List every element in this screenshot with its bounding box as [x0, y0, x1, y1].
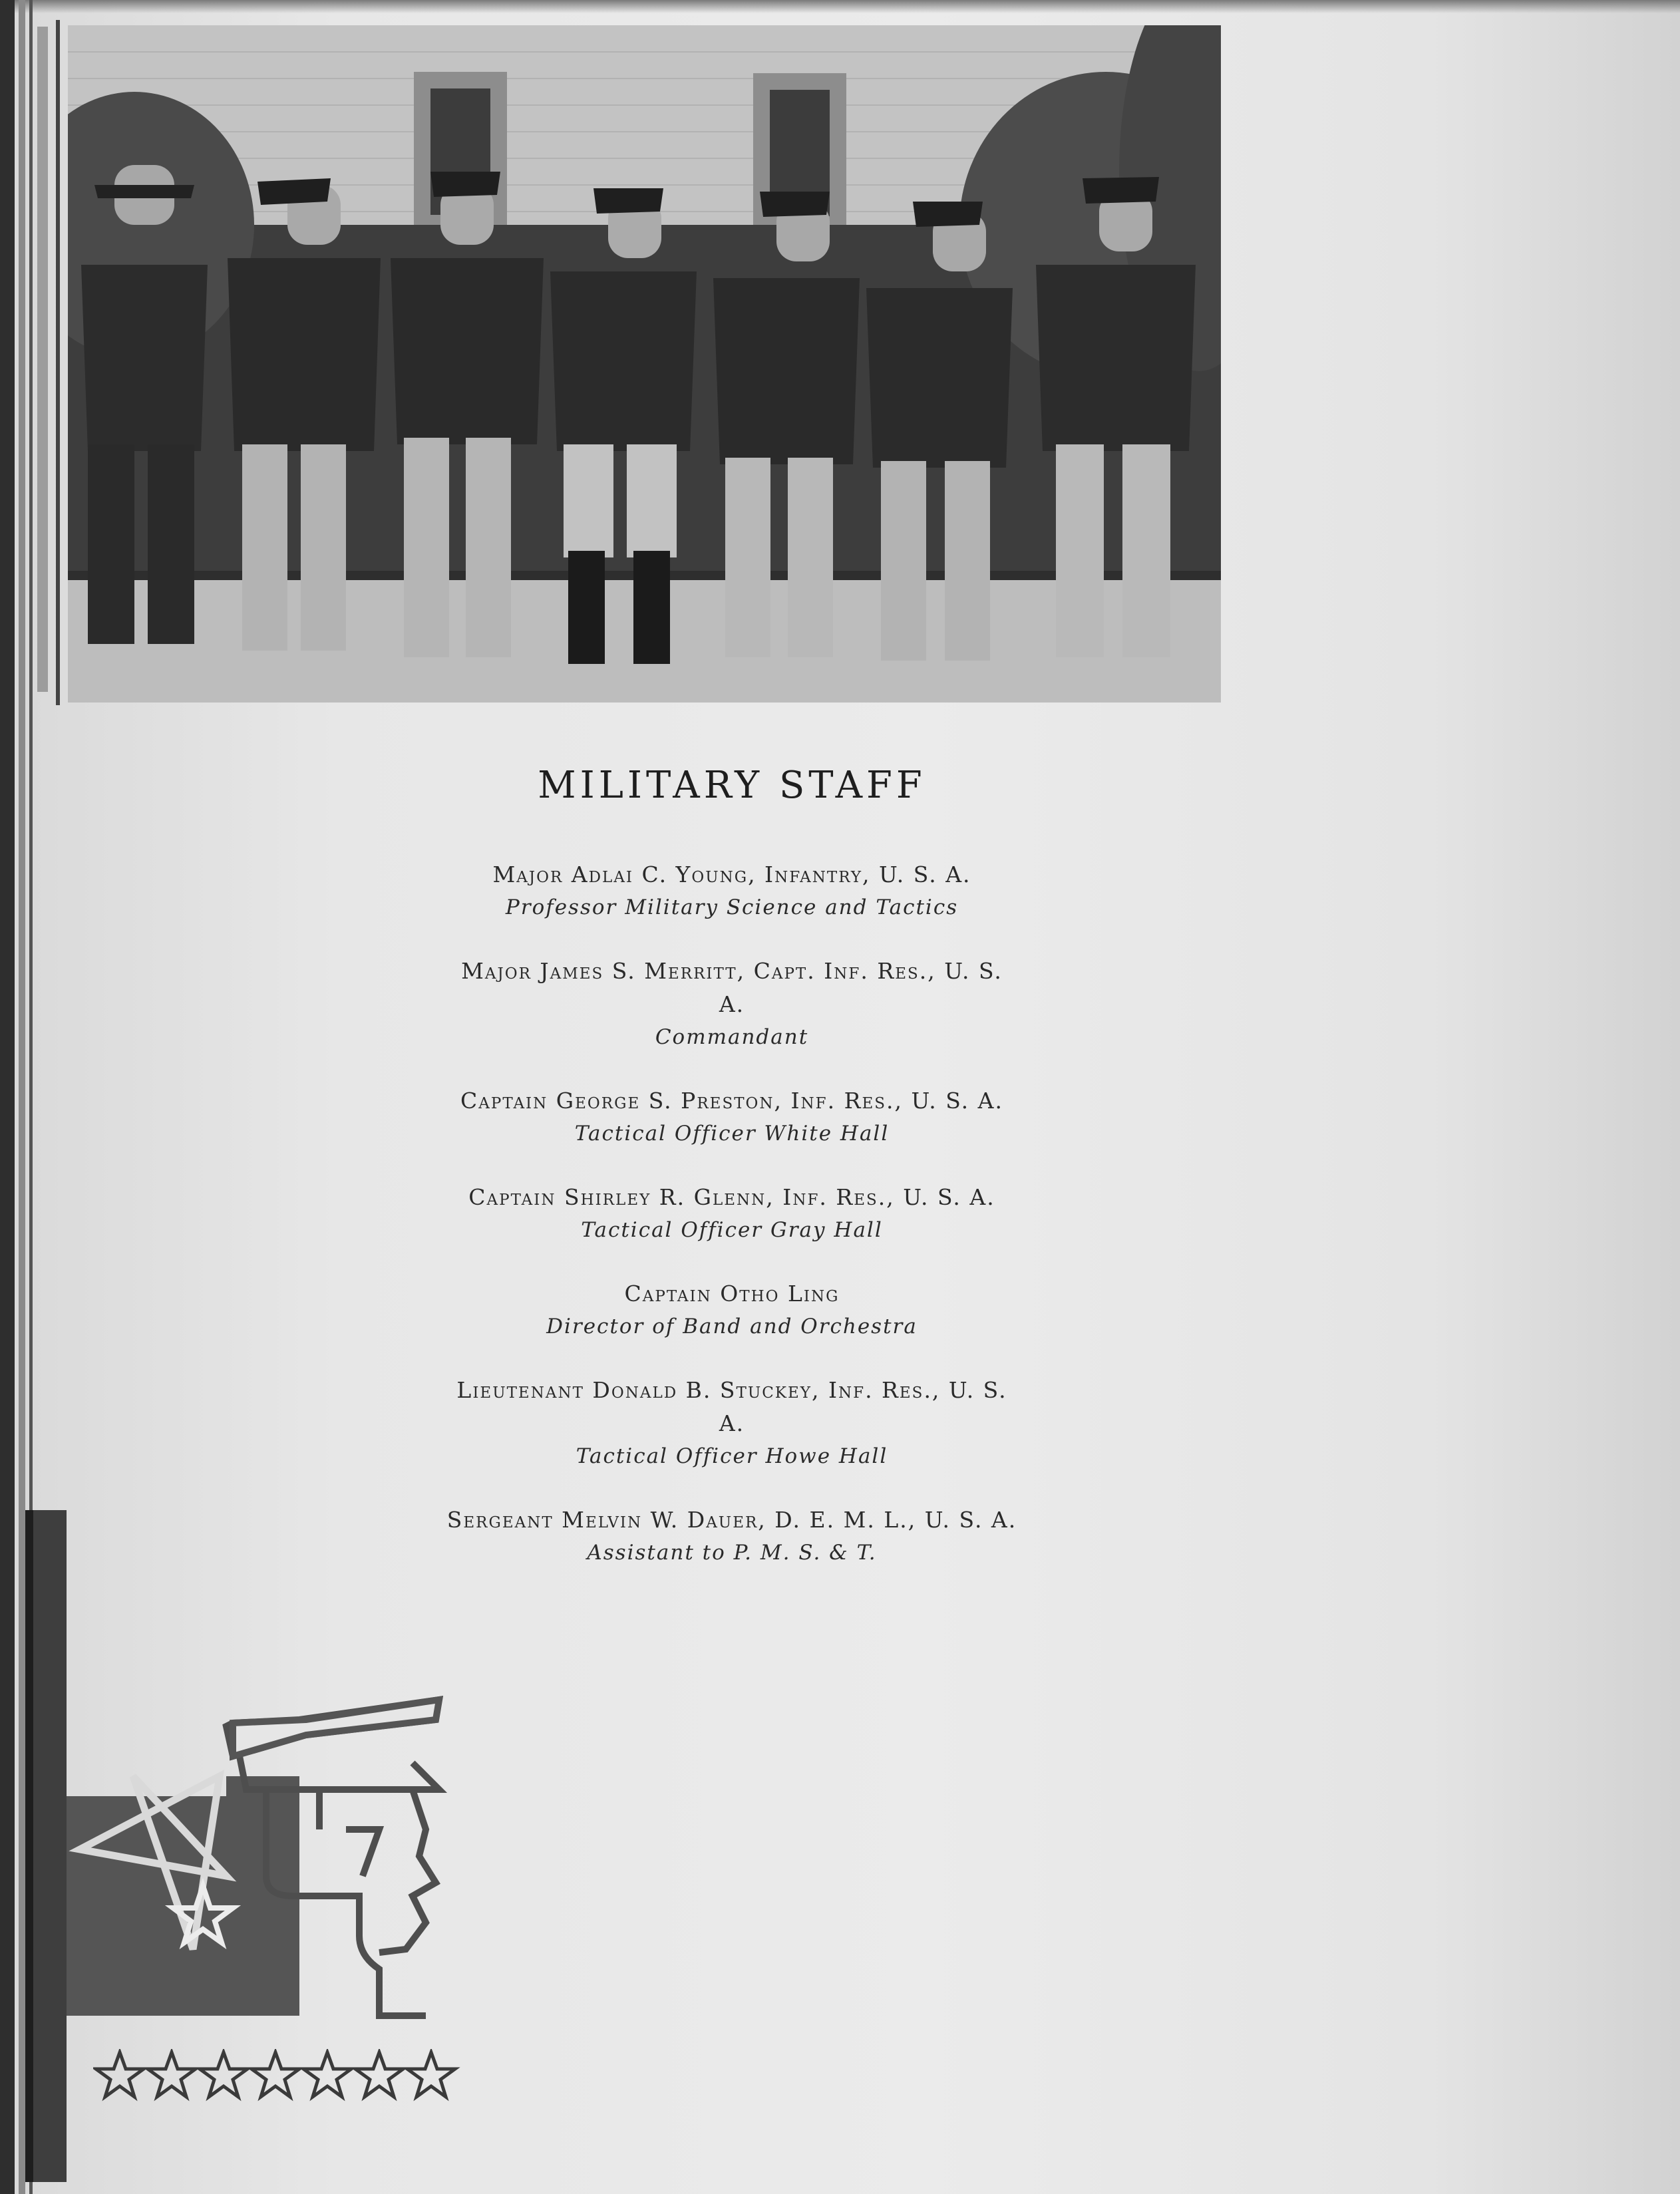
- staff-name: Sergeant Melvin W. Dauer, D. E. M. L., U. S. A.: [446, 1507, 1017, 1533]
- staff-group-photo: [68, 25, 1221, 703]
- outline-star-icon: [407, 2052, 455, 2097]
- staff-name: Lieutenant Donald B. Stuckey, Inf. Res., U. S. A.: [456, 1377, 1007, 1436]
- book-binding: [0, 0, 67, 2194]
- page-title: MILITARY STAFF: [538, 764, 926, 807]
- staff-role: Director of Band and Orchestra: [546, 1315, 918, 1338]
- staff-entry: [446, 1277, 1018, 1342]
- staff-role: Professor Military Science and Tactics: [505, 895, 959, 919]
- staff-entry: [446, 1181, 1018, 1246]
- staff-name: Major James S. Merritt, Capt. Inf. Res., U. S. A.: [461, 958, 1003, 1017]
- staff-entry: [446, 1374, 1018, 1472]
- outline-star-icon: [200, 2052, 248, 2097]
- staff-name: Captain Shirley R. Glenn, Inf. Res., U. S. A.: [468, 1184, 995, 1210]
- outline-star-icon: [96, 2052, 144, 2097]
- staff-entry: [446, 858, 1018, 923]
- staff-role: Tactical Officer White Hall: [574, 1122, 890, 1146]
- staff-role: Tactical Officer Howe Hall: [576, 1444, 888, 1468]
- stars-row: [93, 2049, 479, 2102]
- staff-role: Tactical Officer Gray Hall: [581, 1218, 883, 1242]
- page-top-shadow: [0, 0, 1680, 13]
- outline-star-icon: [355, 2052, 403, 2097]
- outline-star-icon: [252, 2052, 299, 2097]
- staff-entry: [446, 1503, 1018, 1569]
- staff-role: Assistant to P. M. S. & T.: [587, 1541, 877, 1565]
- staff-name: Captain Otho Ling: [624, 1281, 840, 1307]
- military-emblem: [67, 1656, 519, 2096]
- staff-name: Major Adlai C. Young, Infantry, U. S. A.: [492, 862, 971, 887]
- staff-entry: [446, 955, 1018, 1053]
- outline-star-icon: [303, 2052, 351, 2097]
- staff-roster: [446, 858, 1018, 1600]
- staff-role: Commandant: [655, 1025, 809, 1049]
- staff-entry: [446, 1084, 1018, 1150]
- outline-star-icon: [148, 2052, 196, 2097]
- staff-name: Captain George S. Preston, Inf. Res., U. S. A.: [460, 1088, 1003, 1114]
